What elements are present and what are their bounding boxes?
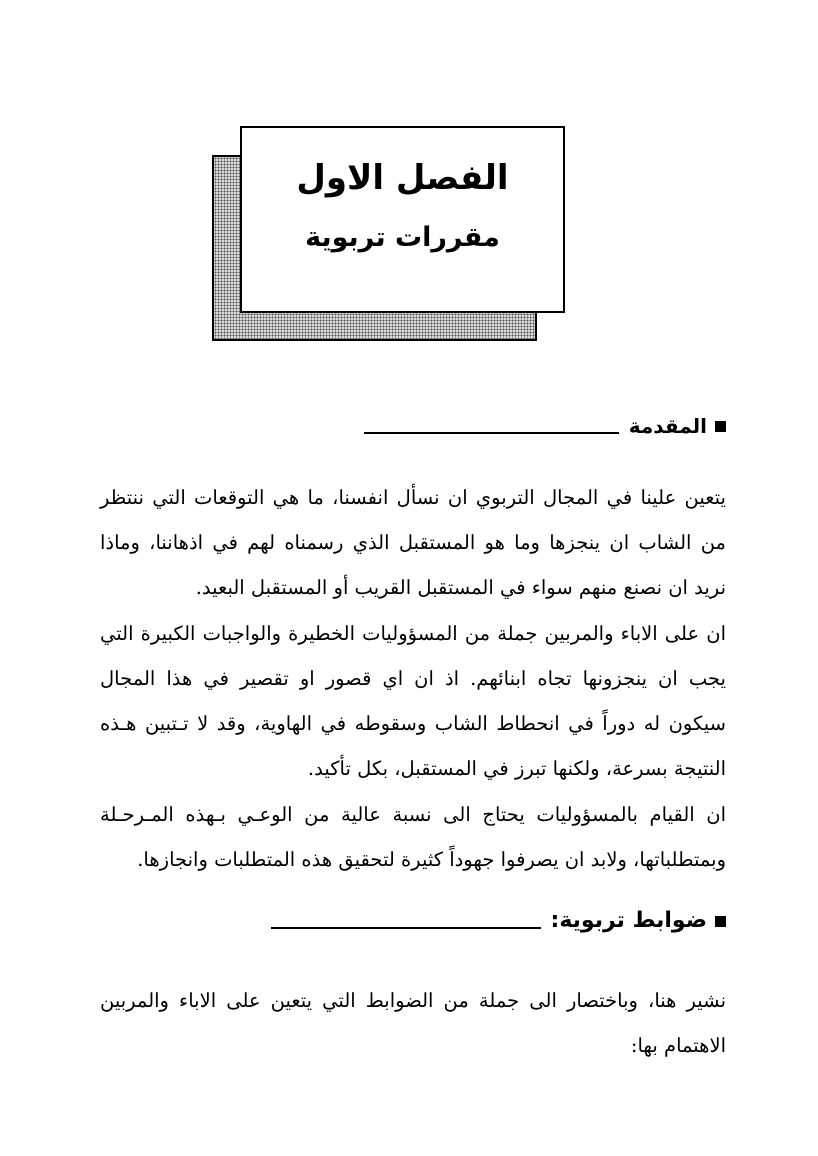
section-heading-educational-rules [271, 908, 726, 933]
section-heading-label: ضوابط تربوية: [550, 908, 707, 933]
rules-paragraph-1: نشير هنا، وباختصار الى جملة من الضوابط التي يتعين على الاباء والمربين الاهتمام بها: [100, 988, 726, 1057]
intro-paragraph-3: ان القيام بالمسؤوليات يحتاج الى نسبة عالية من الوعـي بـهذه المـرحـلة وبمتطلباتها، ولابد ان يصرفوا جهوداً كثيرة لتحقيق هذه المتطلبات وانجازها. [100, 802, 726, 871]
chapter-title-box [240, 126, 565, 313]
heading-underline [364, 432, 619, 434]
square-bullet-icon [715, 916, 726, 927]
section-heading-label: المقدمة [628, 414, 707, 438]
intro-paragraph-2: ان على الاباء والمربين جملة من المسؤوليات الخطيرة والواجبات الكبيرة التي يجب ان ينجزونها تجاه ابنائهم. اذ ان اي قصور او تقصير في هذا المجال سيكون له دوراً في انحطاط الشاب وسقوطه في الهاوية، وقد لا تـتبين هـذه النتيجة بسرعة، ولكنها تبرز في المستقبل، بكل تأكيد. [100, 621, 726, 780]
chapter-title: الفصل الاول [296, 158, 509, 198]
chapter-subtitle: مقررات تربوية [305, 222, 500, 253]
intro-paragraph-1: يتعين علينا في المجال التربوي ان نسأل انفسنا، ما هي التوقعات التي ننتظر من الشاب ان ينجزها وما هو المستقبل الذي رسمناه لهم في اذهاننا، وماذا نريد ان نصنع منهم سواء في المستقبل القريب أو المستقبل البعيد. [100, 485, 726, 599]
square-bullet-icon [715, 421, 726, 432]
section-heading-introduction [364, 414, 726, 438]
heading-underline [271, 927, 541, 929]
